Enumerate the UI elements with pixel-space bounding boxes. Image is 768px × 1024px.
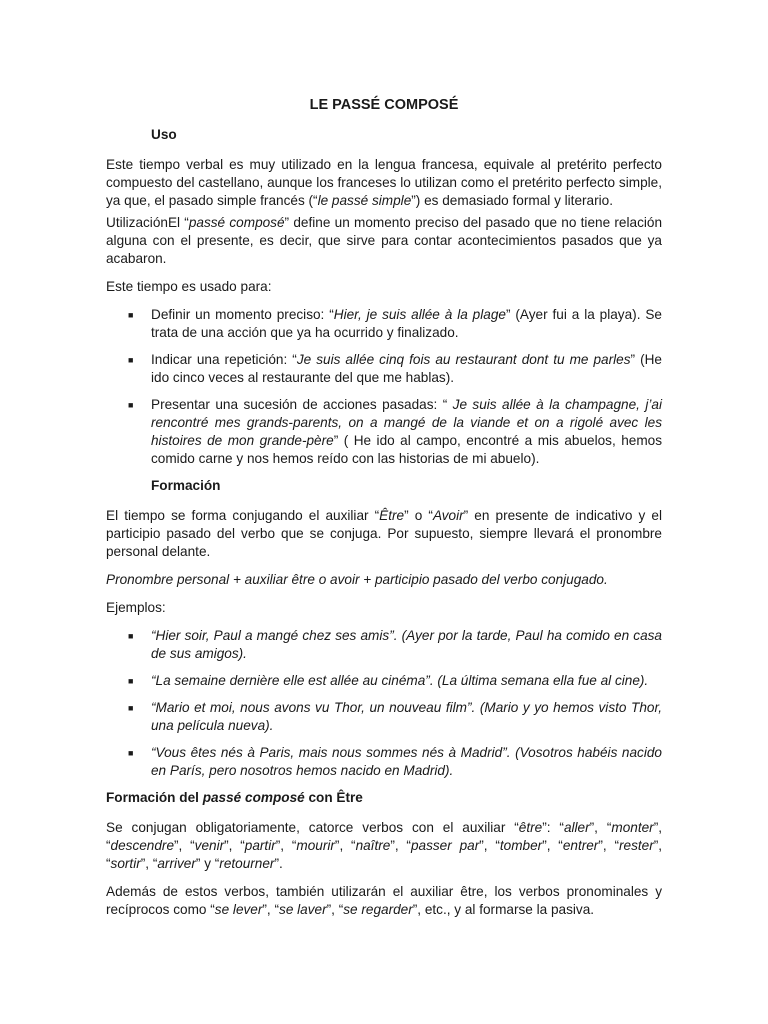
paragraph-uso-intro: Este tiempo es usado para: bbox=[106, 279, 272, 294]
paragraph-etre-1: Se conjugan obligatoriamente, catorce verbos con el auxiliar “être”: “aller”, “monter”, “descendre”, “venir”, “partir”, “mourir”, “naître”, “passer par”, “tomber”, “entrer”, “rester”, “sortir”, “arriver” y “retourner”. bbox=[106, 820, 663, 871]
list-item: ■ “La semaine dernière elle est allée au cinéma”. (La última semana ella fue al cine). bbox=[128, 673, 649, 688]
list-item: ■ Indicar una repetición: “Je suis allée cinq fois au restaurant dont tu me parles” (He ido cinco veces al restaurante del que me hablas). bbox=[128, 352, 662, 385]
bullet-icon: ■ bbox=[128, 400, 134, 410]
formula: Pronombre personal + auxiliar être o avoir + participio pasado del verbo conjugado. bbox=[106, 572, 608, 587]
examples-label: Ejemplos: bbox=[106, 600, 166, 615]
bullet-icon: ■ bbox=[128, 355, 134, 365]
paragraph-formacion-1: El tiempo se forma conjugando el auxiliar “Être” o “Avoir” en presente de indicativo y el participio pasado del verbo que se conjuga. Por supuesto, siempre llevará el pronombre personal delante. bbox=[106, 508, 662, 559]
bullet-icon: ■ bbox=[128, 310, 134, 320]
list-item: ■ “Mario et moi, nous avons vu Thor, un nouveau film”. (Mario y yo hemos visto Thor, una película nueva). bbox=[128, 700, 662, 733]
document-page bbox=[106, 96, 662, 919]
section-heading-uso: Uso bbox=[151, 127, 177, 142]
list-item: ■ “Hier soir, Paul a mangé chez ses amis”. (Ayer por la tarde, Paul ha comido en casa de sus amigos). bbox=[128, 628, 662, 661]
uso-bullet-list bbox=[106, 306, 662, 468]
bullet-icon: ■ bbox=[128, 676, 134, 686]
paragraph-uso-1: Este tiempo verbal es muy utilizado en la lengua francesa, equivale al pretérito perfecto compuesto del castellano, aunque los franceses lo utilizan como el pretérito perfecto simple, ya que, el pasado simple francés (“le passé simple”) es demasiado formal y literario. bbox=[106, 157, 662, 208]
section-heading-etre: Formación del passé composé con Être bbox=[106, 790, 363, 805]
bullet-icon: ■ bbox=[128, 703, 134, 713]
list-item: ■ “Vous êtes nés à Paris, mais nous sommes nés à Madrid”. (Vosotros habéis nacido en París, pero nosotros hemos nacido en Madrid). bbox=[128, 745, 662, 778]
examples-bullet-list bbox=[106, 627, 662, 780]
list-item: ■ Definir un momento preciso: “Hier, je suis allée à la plage” (Ayer fui a la playa). Se trata de una acción que ya ha ocurrido y finalizado. bbox=[128, 307, 662, 340]
paragraph-uso-2: UtilizaciónEl “passé composé” define un momento preciso del pasado que no tiene relación alguna con el presente, es decir, que sirve para contar acontecimientos pasados que ya acabaron. bbox=[106, 215, 663, 266]
list-item: ■ Presentar una sucesión de acciones pasadas: “ Je suis allée à la champagne, j’ai rencontré mes grands-parents, on a mangé de la viande et on a rigolé avec les histoires de mon grande-père” ( He ido al campo, encontré a mis abuelos, hemos comido carne y nos hemos reído con las historias de mi abuelo). bbox=[128, 397, 663, 466]
bullet-icon: ■ bbox=[128, 748, 134, 758]
paragraph-etre-2: Además de estos verbos, también utilizarán el auxiliar être, los verbos pronominales y recíprocos como “se lever”, “se laver”, “se regarder”, etc., y al formarse la pasiva. bbox=[106, 884, 662, 917]
section-heading-formacion: Formación bbox=[151, 478, 221, 493]
page-title: LE PASSÉ COMPOSÉ bbox=[309, 97, 459, 113]
bullet-icon: ■ bbox=[128, 631, 134, 641]
